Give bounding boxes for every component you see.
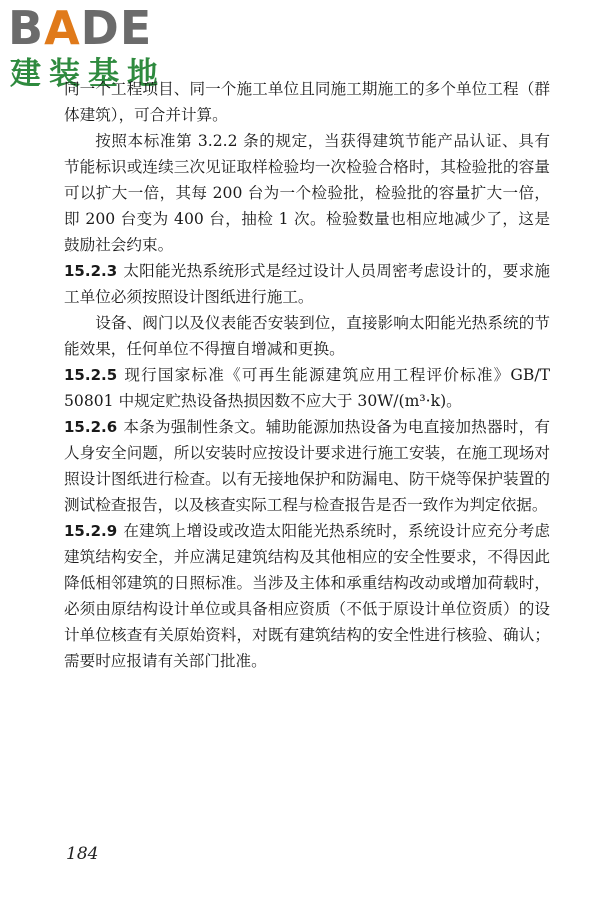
- logo-chinese-text: 建装基地: [10, 56, 166, 92]
- clause-number: 15.2.6: [64, 418, 118, 436]
- document-body: [64, 76, 550, 674]
- page-number: 184: [66, 844, 99, 864]
- clause-15-2-5: 15.2.5 现行国家标准《可再生能源建筑应用工程评价标准》GB/T 50801 中规定贮热设备热损因数不应大于 30W/(m³·k)。: [64, 366, 550, 410]
- clause-15-2-6: 15.2.6 本条为强制性条文。辅助能源加热设备为电直接加热器时，有人身安全问题，所以安装时应按设计要求进行施工安装，在施工现场对照设计图纸进行检查。以有无接地保护和防漏电、防干烧等保护装置的测试检查报告，以及核查实际工程与检查报告是否一致作为判定依据。: [64, 418, 550, 514]
- logo-wordmark: BADE: [8, 1, 153, 55]
- clause-number: 15.2.3: [64, 262, 118, 280]
- clause-number: 15.2.9: [64, 522, 118, 540]
- paragraph-continuation: 同一个工程项目、同一个施工单位且同施工期施工的多个单位工程（群体建筑），可合并计算。: [64, 80, 550, 124]
- clause-number: 15.2.5: [64, 366, 118, 384]
- logo-accent-letter: A: [44, 1, 81, 55]
- clause-15-2-9: 15.2.9 在建筑上增设或改造太阳能光热系统时，系统设计应充分考虑建筑结构安全，并应满足建筑结构及其他相应的安全性要求，不得因此降低相邻建筑的日照标准。当涉及主体和承重结构改动或增加荷载时，必须由原结构设计单位或具备相应资质（不低于原设计单位资质）的设计单位核查有关原始资料，对既有建筑结构的安全性进行核验、确认；需要时应报请有关部门批准。: [64, 522, 550, 670]
- paragraph: 设备、阀门以及仪表能否安装到位，直接影响太阳能光热系统的节能效果，任何单位不得擅自增减和更换。: [64, 314, 550, 358]
- paragraph: 按照本标准第 3.2.2 条的规定，当获得建筑节能产品认证、具有节能标识或连续三次见证取样检验均一次检验合格时，其检验批的容量可以扩大一倍，其每 200 台为一个检验批，检验批的容量扩大一倍，即 200 台变为 400 台，抽检 1 次。检验数量也相应地减少了，这是鼓励社会约束。: [64, 132, 550, 254]
- clause-15-2-3: 15.2.3 太阳能光热系统形式是经过设计人员周密考虑设计的，要求施工单位必须按照设计图纸进行施工。: [64, 262, 550, 306]
